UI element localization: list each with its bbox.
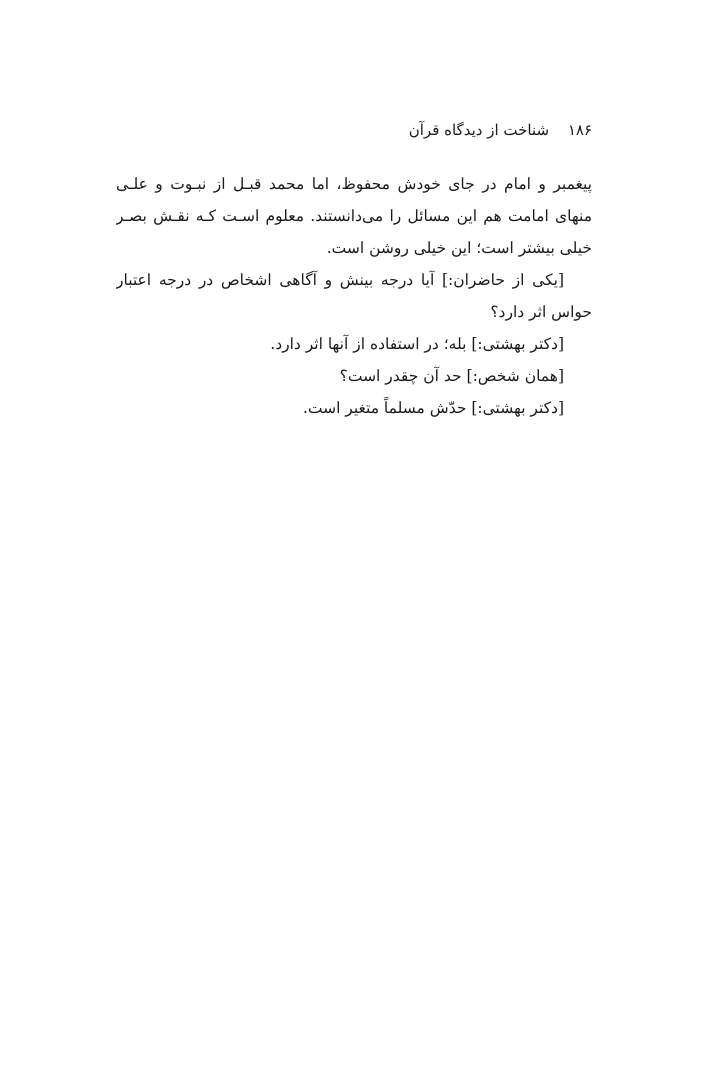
page-number: ۱۸۶ [567, 121, 592, 139]
answer-line: [دکتر بهشتی:] حدّش مسلماً متغیر است. [302, 399, 564, 417]
running-header [116, 118, 592, 142]
text-line: منهای امامت هم این مسائل را می‌دانستند. معلوم اسـت کـه نقـش بصـر [116, 207, 592, 225]
text-line: پیغمبر و امام در جای خودش محفوظ، اما محمد قبـل از نبـوت و علـی [116, 175, 592, 193]
text-line: خیلی بیشتر است؛ این خیلی روشن است. [326, 239, 592, 257]
body-text [116, 168, 592, 424]
question-line: [همان شخص:] حد آن چقدر است؟ [339, 367, 564, 385]
question-line: [یکی از حاضران:] آیا درجه بینش و آگاهی اشخاص در درجه اعتبار [116, 271, 564, 289]
text-line: حواس اثر دارد؟ [490, 303, 592, 321]
book-title: شناخت از دیدگاه قرآن [408, 121, 550, 139]
answer-line: [دکتر بهشتی:] بله؛ در استفاده از آنها اثر دارد. [270, 335, 564, 353]
